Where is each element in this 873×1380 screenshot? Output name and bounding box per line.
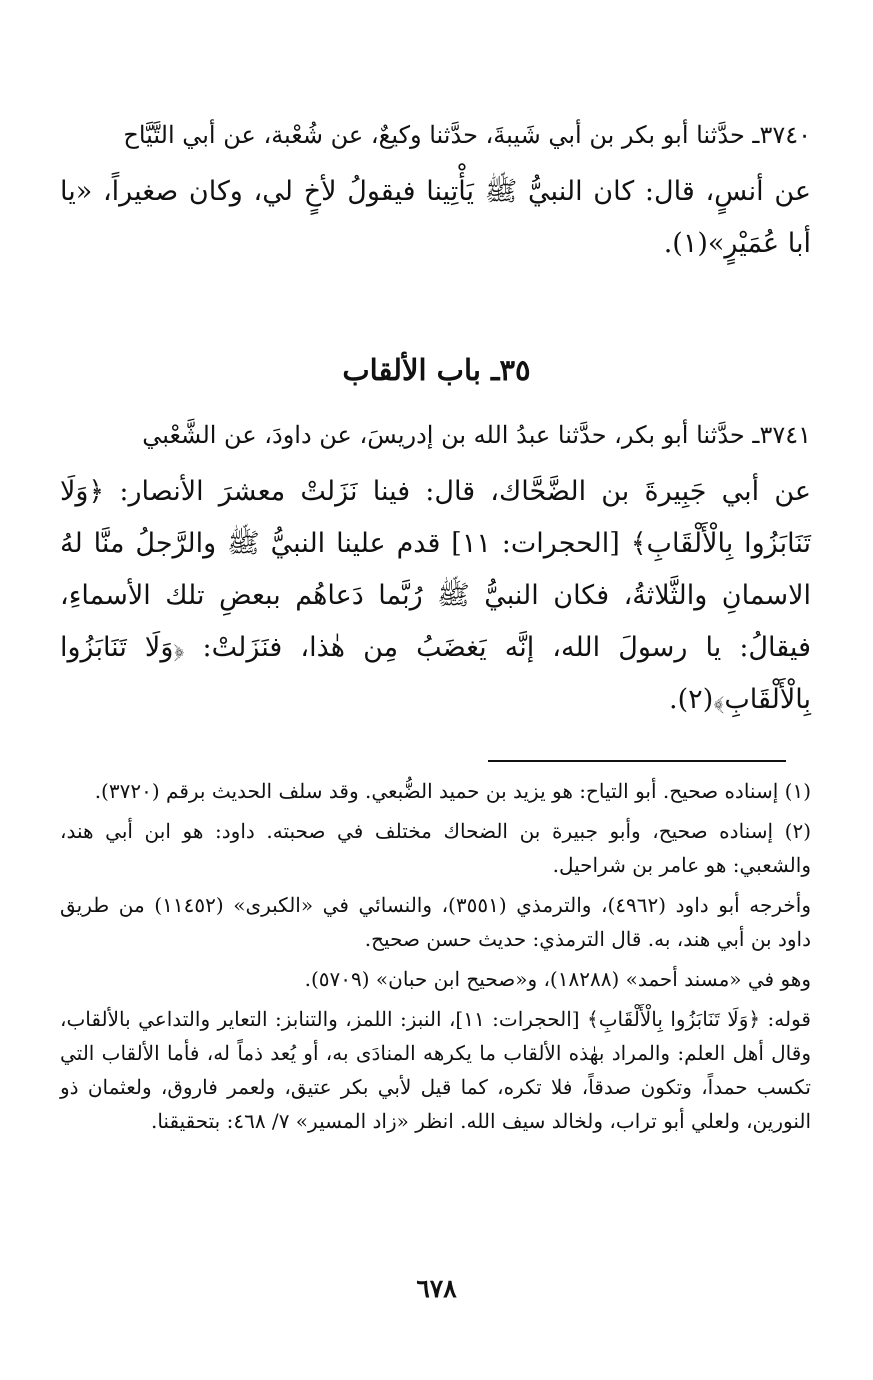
hadith-3740-isnad: ٣٧٤٠ـ حدَّثنا أبو بكر بن أبي شَيبةَ، حدَّثنا وكيعٌ، عن شُعْبة، عن أبي التَّيَّاح [123,121,811,149]
hadith-3741-isnad: ٣٧٤١ـ حدَّثنا أبو بكر، حدَّثنا عبدُ الله بن إدريسَ، عن داودَ، عن الشَّعْبي [142,421,811,449]
page-number: ٦٧٨ [416,1274,457,1303]
chapter-title: ٣٥ـ باب الألقاب [342,353,531,387]
footnote-2: (٢) إسناده صحيح، وأبو جبيرة بن الضحاك مختلف في صحبته. داود: هو ابن أبي هند، والشعبي: هو عامر بن شراحيل. [60,819,811,877]
hadith-3740 [60,112,811,270]
footnote-2-sources: وهو في «مسند أحمد» (١٨٢٨٨)، و«صحيح ابن حبان» (٥٧٠٩). [304,967,811,991]
hadith-3741-matn: عن أبي جَبِيرةَ بن الضَّحَّاك، قال: فينا نَزَلتْ معشرَ الأنصار: ﴿وَلَا تَنَابَزُوا بِالْأَلْقَابِ﴾ [الحجرات: ١١] قدم علينا النبيُّ ﷺ والرَّجلُ منَّا لهُ الاسمانِ والثَّلاثةُ، فكان النبيُّ ﷺ رُبَّما دَعاهُم ببعضِ تلك الأسماءِ، فيقالُ: يا رسولَ الله، إنَّه يَغضَبُ مِن هٰذا، فنَزَلتْ: ﴿وَلَا تَنَابَزُوا بِالْأَلْقَابِ﴾(٢). [60,476,811,715]
footnote-1: (١) إسناده صحيح. أبو التياح: هو يزيد بن حميد الضُّبعي. وقد سلف الحديث برقم (٣٧٢٠). [94,779,811,803]
footnote-2-takhrij: وأخرجه أبو داود (٤٩٦٢)، والترمذي (٣٥٥١)، والنسائي في «الكبرى» (١١٤٥٢) من طريق داود بن أبي هند، به. قال الترمذي: حديث حسن صحيح. [60,893,811,951]
hadith-3741 [60,412,811,726]
hadith-3740-matn: عن أنسٍ، قال: كان النبيُّ ﷺ يَأْتِينا فيقولُ لأخٍ لي، وكان صغيراً، «يا أبا عُمَيْرٍ»(١). [60,176,811,259]
footnotes [60,774,811,1144]
footnote-divider [488,760,786,762]
footnote-2-commentary: قوله: ﴿وَلَا تَنَابَزُوا بِالْأَلْقَابِ﴾ [الحجرات: ١١]، النبز: اللمز، والتنابز: التعاير والتداعي بالألقاب، وقال أهل العلم: والمراد بهٰذه الألقاب ما يكرهه المنادَى به، أو يُعد ذماً له، فأما الألقاب التي تكسب حمداً، وتكون صدقاً، فلا تكره، كما قيل لأبي بكر عتيق، ولعمر فاروق، ولعثمان ذو النورين، ولعلي أبو تراب، ولخالد سيف الله. انظر «زاد المسير» ٧/ ٤٦٨: بتحقيقنا. [60,1007,811,1133]
